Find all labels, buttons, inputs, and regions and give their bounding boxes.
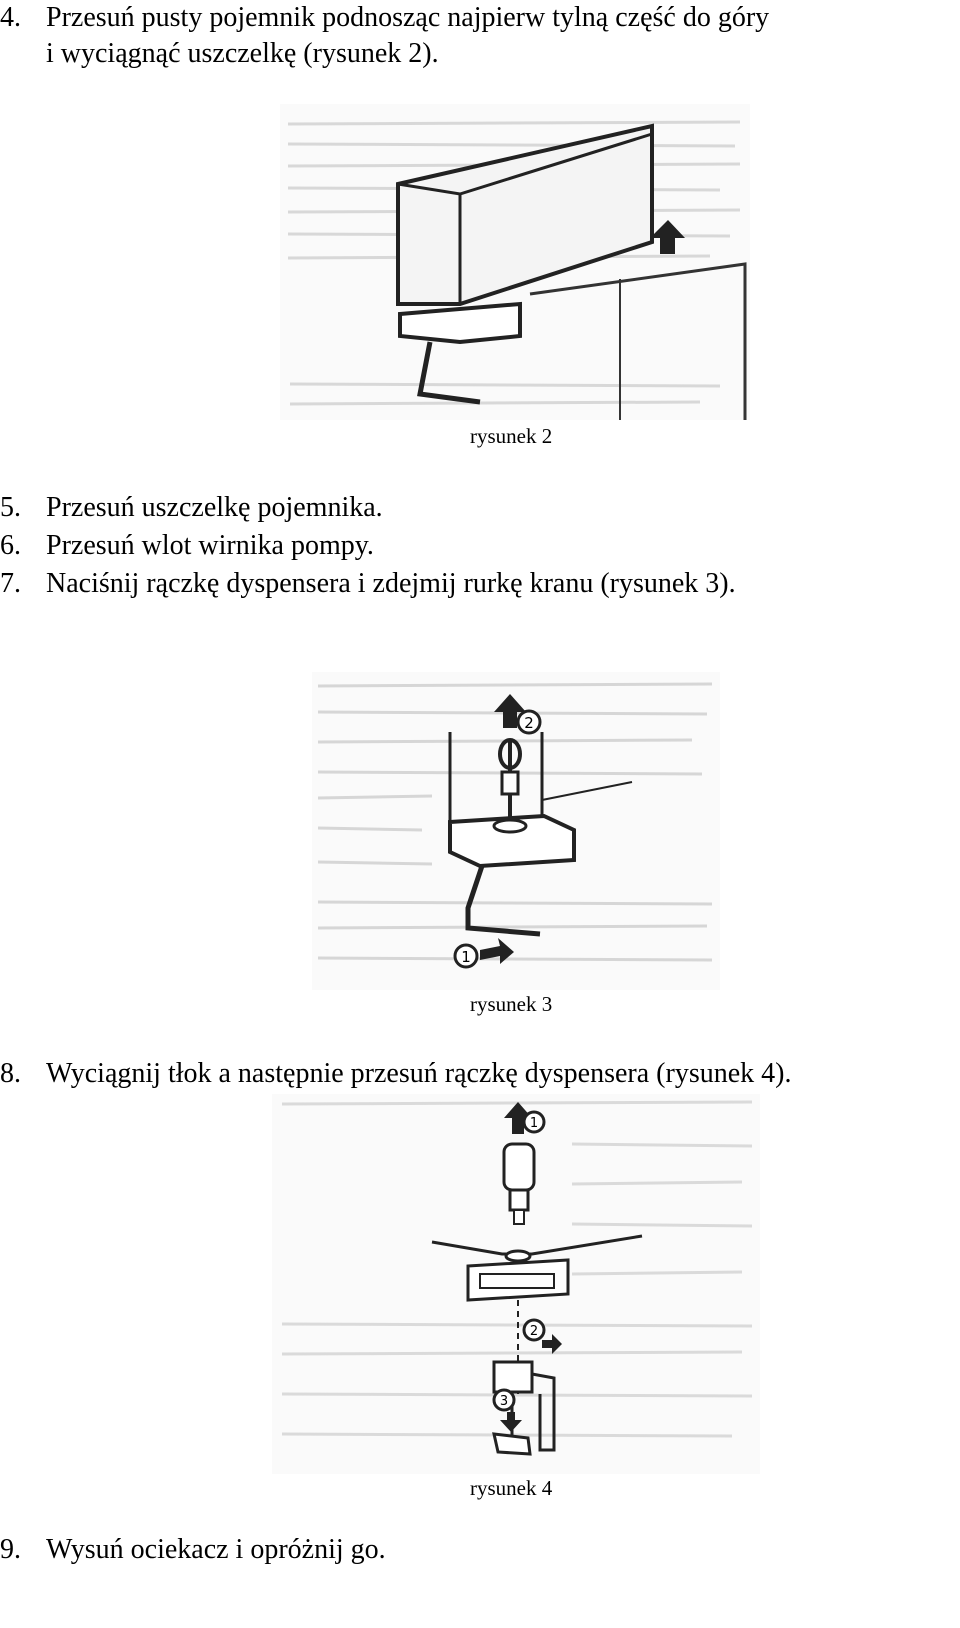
step-number: 4. <box>0 2 21 33</box>
figure-3 <box>312 672 720 990</box>
step-text-line-2: i wyciągnąć uszczelkę (rysunek 2). <box>46 38 439 69</box>
step-number: 8. <box>0 1058 21 1089</box>
step-5 <box>0 490 383 526</box>
figure-2-caption: rysunek 2 <box>470 424 553 448</box>
step-number: 5. <box>0 492 21 523</box>
step-text: Wysuń ociekacz i opróżnij go. <box>46 1534 386 1565</box>
step-text: Przesuń uszczelkę pojemnika. <box>46 492 383 523</box>
step-7 <box>0 566 736 602</box>
step-8 <box>0 1056 791 1092</box>
marker-2: 2 <box>529 1324 539 1339</box>
step-9 <box>0 1532 386 1568</box>
step-4 <box>0 0 769 36</box>
marker-1: 1 <box>461 948 471 966</box>
figure-3-caption: rysunek 3 <box>470 992 553 1016</box>
marker-1: 1 <box>529 1116 539 1131</box>
marker-2: 2 <box>524 714 534 732</box>
container-lift-illustration <box>280 104 750 420</box>
step-text: Wyciągnij tłok a następnie przesuń rączkę dyspensera (rysunek 4). <box>46 1058 792 1089</box>
step-6 <box>0 528 374 564</box>
figure-4-caption: rysunek 4 <box>470 1476 553 1500</box>
figure-4 <box>272 1094 760 1474</box>
step-text-line-1: Przesuń pusty pojemnik podnosząc najpierw tylną część do góry <box>46 2 770 33</box>
step-number: 6. <box>0 530 21 561</box>
step-number: 7. <box>0 568 21 599</box>
step-text: Przesuń wlot wirnika pompy. <box>46 530 374 561</box>
step-number: 9. <box>0 1534 21 1565</box>
tap-tube-removal-illustration <box>312 672 720 990</box>
figure-2 <box>280 104 750 420</box>
plunger-handle-removal-illustration <box>272 1094 760 1474</box>
step-text: Naciśnij rączkę dyspensera i zdejmij rurkę kranu (rysunek 3). <box>46 568 736 599</box>
marker-3: 3 <box>499 1394 509 1409</box>
